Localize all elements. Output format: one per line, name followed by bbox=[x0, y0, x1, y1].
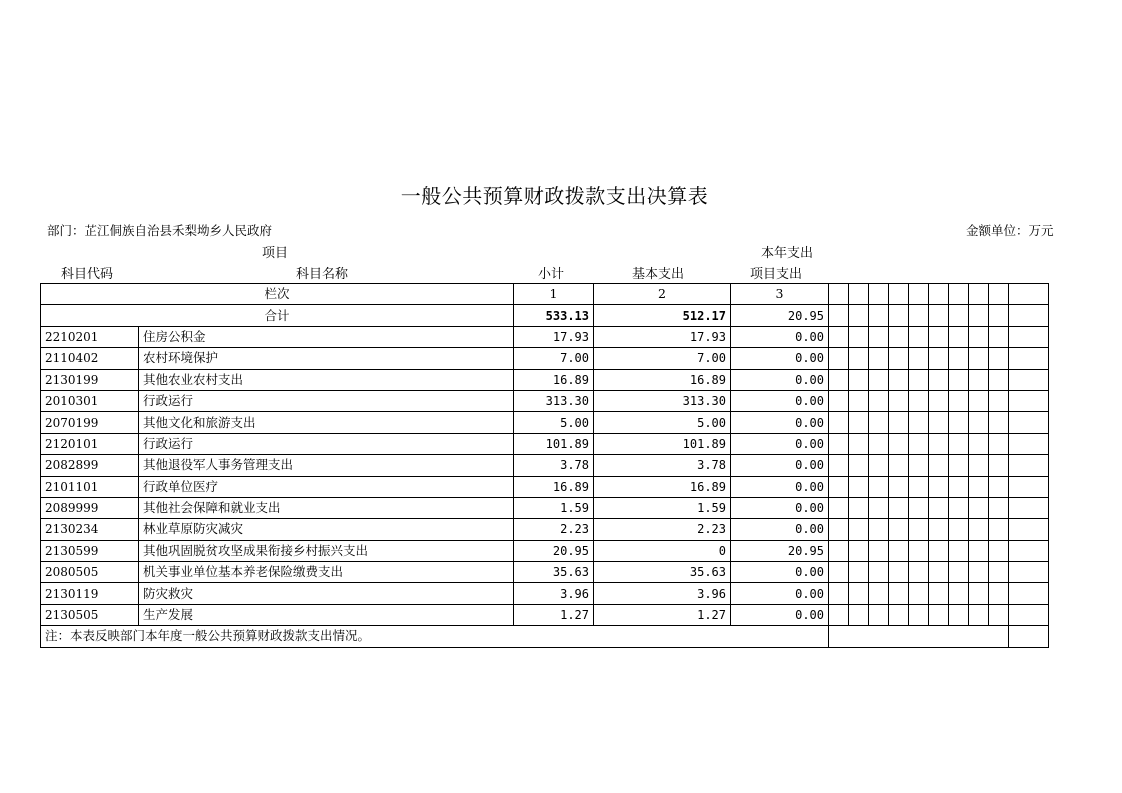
empty-cell bbox=[1009, 284, 1049, 305]
empty-cell bbox=[909, 604, 929, 625]
empty-cell bbox=[869, 326, 889, 347]
empty-cell bbox=[1009, 583, 1049, 604]
total-basic: 512.17 bbox=[594, 305, 731, 326]
empty-cell bbox=[1009, 519, 1049, 540]
empty-cell bbox=[849, 604, 869, 625]
empty-cell bbox=[909, 348, 929, 369]
empty-cell bbox=[949, 326, 969, 347]
row-subtotal: 3.78 bbox=[514, 455, 594, 476]
row-project: 0.00 bbox=[731, 497, 829, 518]
empty-cell bbox=[989, 326, 1009, 347]
empty-cell bbox=[889, 326, 909, 347]
row-basic: 101.89 bbox=[594, 433, 731, 454]
empty-cell bbox=[849, 455, 869, 476]
empty-cell bbox=[849, 284, 869, 305]
total-label: 合计 bbox=[41, 305, 514, 326]
row-code: 2130599 bbox=[41, 540, 139, 561]
header-subject-name: 科目名称 bbox=[296, 267, 349, 282]
row-basic: 16.89 bbox=[594, 476, 731, 497]
empty-cell bbox=[989, 390, 1009, 411]
total-subtotal: 533.13 bbox=[514, 305, 594, 326]
row-name: 其他退役军人事务管理支出 bbox=[139, 455, 514, 476]
row-subtotal: 7.00 bbox=[514, 348, 594, 369]
header-project-expense: 项目支出 bbox=[750, 267, 803, 282]
empty-cell bbox=[1009, 326, 1049, 347]
empty-cell bbox=[969, 305, 989, 326]
empty-cell bbox=[849, 540, 869, 561]
empty-cell bbox=[869, 540, 889, 561]
empty-cell bbox=[889, 476, 909, 497]
empty-cell bbox=[849, 348, 869, 369]
empty-cell bbox=[849, 433, 869, 454]
empty-cell bbox=[949, 390, 969, 411]
row-name: 行政运行 bbox=[139, 390, 514, 411]
empty-cell bbox=[849, 497, 869, 518]
row-basic: 313.30 bbox=[594, 390, 731, 411]
row-subtotal: 16.89 bbox=[514, 476, 594, 497]
table-note: 注：本表反映部门本年度一般公共预算财政拨款支出情况。 bbox=[41, 626, 829, 647]
empty-cell bbox=[909, 497, 929, 518]
empty-cell bbox=[949, 583, 969, 604]
empty-cell bbox=[929, 369, 949, 390]
empty-cell bbox=[869, 476, 889, 497]
empty-cell bbox=[869, 284, 889, 305]
empty-cell bbox=[889, 284, 909, 305]
table-row bbox=[41, 433, 1049, 454]
row-name: 行政单位医疗 bbox=[139, 476, 514, 497]
empty-cell bbox=[969, 284, 989, 305]
empty-cell bbox=[989, 305, 1009, 326]
row-name: 其他农业农村支出 bbox=[139, 369, 514, 390]
empty-cell bbox=[989, 433, 1009, 454]
empty-cell bbox=[989, 562, 1009, 583]
empty-cell bbox=[869, 305, 889, 326]
row-subtotal: 35.63 bbox=[514, 562, 594, 583]
row-project: 0.00 bbox=[731, 412, 829, 433]
empty-cell bbox=[1009, 497, 1049, 518]
empty-cell bbox=[989, 540, 1009, 561]
row-basic: 2.23 bbox=[594, 519, 731, 540]
empty-cell bbox=[849, 562, 869, 583]
row-project: 0.00 bbox=[731, 583, 829, 604]
table-row bbox=[41, 497, 1049, 518]
row-name: 防灾救灾 bbox=[139, 583, 514, 604]
table-row bbox=[41, 604, 1049, 625]
empty-cell bbox=[989, 369, 1009, 390]
empty-cell bbox=[869, 562, 889, 583]
row-subtotal: 3.96 bbox=[514, 583, 594, 604]
row-code: 2082899 bbox=[41, 455, 139, 476]
empty-cell bbox=[829, 369, 849, 390]
row-subtotal: 101.89 bbox=[514, 433, 594, 454]
row-basic: 17.93 bbox=[594, 326, 731, 347]
empty-cell bbox=[989, 455, 1009, 476]
empty-cell bbox=[969, 390, 989, 411]
empty-cell bbox=[849, 412, 869, 433]
empty-cell bbox=[989, 583, 1009, 604]
row-project: 0.00 bbox=[731, 348, 829, 369]
row-project: 0.00 bbox=[731, 369, 829, 390]
empty-cell bbox=[909, 412, 929, 433]
empty-cell bbox=[909, 326, 929, 347]
empty-cell bbox=[889, 497, 909, 518]
empty-cell bbox=[829, 326, 849, 347]
empty-cell bbox=[909, 305, 929, 326]
table-row bbox=[41, 562, 1049, 583]
empty-cell bbox=[969, 348, 989, 369]
empty-cell bbox=[949, 455, 969, 476]
row-subtotal: 1.27 bbox=[514, 604, 594, 625]
empty-cell bbox=[909, 433, 929, 454]
row-code: 2110402 bbox=[41, 348, 139, 369]
row-code: 2080505 bbox=[41, 562, 139, 583]
row-project: 0.00 bbox=[731, 326, 829, 347]
empty-cell bbox=[889, 305, 909, 326]
empty-cell bbox=[889, 455, 909, 476]
empty-cell bbox=[909, 540, 929, 561]
row-project: 20.95 bbox=[731, 540, 829, 561]
empty-cell bbox=[889, 369, 909, 390]
empty-cell bbox=[869, 604, 889, 625]
row-project: 0.00 bbox=[731, 455, 829, 476]
empty-cell bbox=[889, 412, 909, 433]
row-code: 2089999 bbox=[41, 497, 139, 518]
column-index-1: 1 bbox=[514, 284, 594, 305]
row-name: 农村环境保护 bbox=[139, 348, 514, 369]
empty-cell bbox=[949, 348, 969, 369]
row-name: 生产发展 bbox=[139, 604, 514, 625]
empty-cell bbox=[949, 540, 969, 561]
empty-cell bbox=[929, 455, 949, 476]
empty-cell bbox=[829, 497, 849, 518]
empty-cell bbox=[969, 369, 989, 390]
empty-cell bbox=[849, 305, 869, 326]
empty-cell bbox=[1009, 562, 1049, 583]
row-basic: 16.89 bbox=[594, 369, 731, 390]
header-subtotal: 小计 bbox=[538, 267, 565, 282]
empty-cell bbox=[949, 497, 969, 518]
empty-cell bbox=[869, 583, 889, 604]
empty-cell bbox=[929, 583, 949, 604]
row-name: 住房公积金 bbox=[139, 326, 514, 347]
table-row bbox=[41, 412, 1049, 433]
empty-cell bbox=[909, 455, 929, 476]
table-row bbox=[41, 348, 1049, 369]
empty-cell bbox=[949, 305, 969, 326]
empty-cell bbox=[989, 519, 1009, 540]
header-current-year-expense: 本年支出 bbox=[761, 246, 814, 261]
empty-cell bbox=[949, 476, 969, 497]
empty-cell bbox=[989, 604, 1009, 625]
empty-cell bbox=[969, 497, 989, 518]
empty-cell bbox=[969, 604, 989, 625]
empty-cell bbox=[949, 562, 969, 583]
empty-cell bbox=[1009, 433, 1049, 454]
row-code: 2130119 bbox=[41, 583, 139, 604]
row-basic: 1.27 bbox=[594, 604, 731, 625]
empty-cell bbox=[1009, 604, 1049, 625]
empty-cell bbox=[949, 604, 969, 625]
table-row bbox=[41, 476, 1049, 497]
row-subtotal: 313.30 bbox=[514, 390, 594, 411]
total-row bbox=[41, 305, 1049, 326]
empty-cell bbox=[889, 540, 909, 561]
row-project: 0.00 bbox=[731, 476, 829, 497]
page-title: 一般公共预算财政拨款支出决算表 bbox=[400, 184, 709, 208]
empty-cell bbox=[969, 412, 989, 433]
empty-cell bbox=[1009, 348, 1049, 369]
empty-cell bbox=[929, 540, 949, 561]
row-name: 其他文化和旅游支出 bbox=[139, 412, 514, 433]
empty-cell bbox=[929, 433, 949, 454]
empty-cell bbox=[869, 390, 889, 411]
note-row bbox=[41, 626, 1049, 647]
row-name: 林业草原防灾减灾 bbox=[139, 519, 514, 540]
empty-cell bbox=[989, 412, 1009, 433]
empty-cell bbox=[969, 583, 989, 604]
empty-cell bbox=[929, 412, 949, 433]
row-subtotal: 2.23 bbox=[514, 519, 594, 540]
row-basic: 0 bbox=[594, 540, 731, 561]
empty-cell bbox=[849, 326, 869, 347]
empty-cell bbox=[829, 412, 849, 433]
empty-cell bbox=[909, 519, 929, 540]
empty-cell bbox=[989, 497, 1009, 518]
row-project: 0.00 bbox=[731, 390, 829, 411]
row-basic: 5.00 bbox=[594, 412, 731, 433]
table-row bbox=[41, 326, 1049, 347]
row-basic: 35.63 bbox=[594, 562, 731, 583]
empty-cell bbox=[849, 390, 869, 411]
empty-cell bbox=[989, 476, 1009, 497]
table-row bbox=[41, 390, 1049, 411]
empty-cell bbox=[849, 583, 869, 604]
empty-cell bbox=[889, 562, 909, 583]
empty-cell bbox=[949, 284, 969, 305]
empty-cell bbox=[829, 305, 849, 326]
column-index-label: 栏次 bbox=[41, 284, 514, 305]
empty-cell bbox=[969, 326, 989, 347]
empty-cell bbox=[1009, 540, 1049, 561]
empty-cell bbox=[829, 519, 849, 540]
empty-cell bbox=[929, 476, 949, 497]
empty-cell bbox=[889, 433, 909, 454]
row-code: 2120101 bbox=[41, 433, 139, 454]
empty-cell bbox=[849, 519, 869, 540]
row-subtotal: 5.00 bbox=[514, 412, 594, 433]
empty-cell bbox=[829, 583, 849, 604]
empty-cell bbox=[929, 390, 949, 411]
row-project: 0.00 bbox=[731, 562, 829, 583]
column-index-2: 2 bbox=[594, 284, 731, 305]
empty-cell bbox=[889, 519, 909, 540]
empty-cell bbox=[929, 305, 949, 326]
row-code: 2210201 bbox=[41, 326, 139, 347]
empty-cell bbox=[829, 433, 849, 454]
empty-cell bbox=[909, 369, 929, 390]
empty-cell bbox=[929, 348, 949, 369]
empty-cell bbox=[969, 562, 989, 583]
empty-cell bbox=[849, 369, 869, 390]
column-index-3: 3 bbox=[731, 284, 829, 305]
empty-cell bbox=[869, 497, 889, 518]
row-subtotal: 17.93 bbox=[514, 326, 594, 347]
empty-cell bbox=[949, 519, 969, 540]
row-basic: 3.78 bbox=[594, 455, 731, 476]
row-basic: 1.59 bbox=[594, 497, 731, 518]
table-row bbox=[41, 369, 1049, 390]
empty-cell bbox=[909, 476, 929, 497]
empty-cell bbox=[829, 284, 849, 305]
empty-cell bbox=[829, 626, 1009, 647]
empty-cell bbox=[929, 604, 949, 625]
empty-cell bbox=[969, 519, 989, 540]
row-subtotal: 20.95 bbox=[514, 540, 594, 561]
row-code: 2101101 bbox=[41, 476, 139, 497]
empty-cell bbox=[989, 348, 1009, 369]
empty-cell bbox=[1009, 390, 1049, 411]
header-subject-code: 科目代码 bbox=[61, 267, 114, 282]
empty-cell bbox=[929, 519, 949, 540]
empty-cell bbox=[829, 476, 849, 497]
empty-cell bbox=[949, 433, 969, 454]
empty-cell bbox=[949, 369, 969, 390]
table-row bbox=[41, 540, 1049, 561]
empty-cell bbox=[909, 583, 929, 604]
empty-cell bbox=[949, 412, 969, 433]
empty-cell bbox=[1009, 626, 1049, 647]
empty-cell bbox=[829, 540, 849, 561]
expense-table bbox=[40, 283, 1049, 648]
empty-cell bbox=[869, 369, 889, 390]
empty-cell bbox=[889, 348, 909, 369]
row-code: 2130234 bbox=[41, 519, 139, 540]
empty-cell bbox=[1009, 455, 1049, 476]
empty-cell bbox=[829, 455, 849, 476]
row-code: 2130505 bbox=[41, 604, 139, 625]
empty-cell bbox=[909, 390, 929, 411]
empty-cell bbox=[869, 519, 889, 540]
empty-cell bbox=[969, 455, 989, 476]
empty-cell bbox=[929, 497, 949, 518]
empty-cell bbox=[969, 476, 989, 497]
row-project: 0.00 bbox=[731, 519, 829, 540]
row-basic: 3.96 bbox=[594, 583, 731, 604]
empty-cell bbox=[1009, 412, 1049, 433]
empty-cell bbox=[829, 604, 849, 625]
table-row bbox=[41, 519, 1049, 540]
header-project: 项目 bbox=[262, 246, 289, 261]
empty-cell bbox=[929, 284, 949, 305]
row-name: 其他巩固脱贫攻坚成果衔接乡村振兴支出 bbox=[139, 540, 514, 561]
empty-cell bbox=[1009, 305, 1049, 326]
row-code: 2070199 bbox=[41, 412, 139, 433]
row-project: 0.00 bbox=[731, 433, 829, 454]
row-code: 2010301 bbox=[41, 390, 139, 411]
row-subtotal: 16.89 bbox=[514, 369, 594, 390]
empty-cell bbox=[869, 433, 889, 454]
empty-cell bbox=[1009, 369, 1049, 390]
unit-label: 金额单位：万元 bbox=[966, 223, 1054, 238]
empty-cell bbox=[909, 284, 929, 305]
row-code: 2130199 bbox=[41, 369, 139, 390]
empty-cell bbox=[889, 604, 909, 625]
row-project: 0.00 bbox=[731, 604, 829, 625]
total-project: 20.95 bbox=[731, 305, 829, 326]
empty-cell bbox=[1009, 476, 1049, 497]
row-subtotal: 1.59 bbox=[514, 497, 594, 518]
empty-cell bbox=[889, 583, 909, 604]
empty-cell bbox=[829, 562, 849, 583]
empty-cell bbox=[829, 348, 849, 369]
header-basic-expense: 基本支出 bbox=[632, 267, 685, 282]
row-basic: 7.00 bbox=[594, 348, 731, 369]
empty-cell bbox=[929, 326, 949, 347]
empty-cell bbox=[849, 476, 869, 497]
empty-cell bbox=[829, 390, 849, 411]
row-name: 行政运行 bbox=[139, 433, 514, 454]
empty-cell bbox=[969, 540, 989, 561]
department-label: 部门：芷江侗族自治县禾梨坳乡人民政府 bbox=[47, 223, 273, 238]
empty-cell bbox=[869, 348, 889, 369]
column-index-row bbox=[41, 284, 1049, 305]
empty-cell bbox=[969, 433, 989, 454]
table-row bbox=[41, 455, 1049, 476]
empty-cell bbox=[889, 390, 909, 411]
empty-cell bbox=[929, 562, 949, 583]
empty-cell bbox=[909, 562, 929, 583]
empty-cell bbox=[869, 412, 889, 433]
row-name: 机关事业单位基本养老保险缴费支出 bbox=[139, 562, 514, 583]
row-name: 其他社会保障和就业支出 bbox=[139, 497, 514, 518]
empty-cell bbox=[989, 284, 1009, 305]
table-row bbox=[41, 583, 1049, 604]
empty-cell bbox=[869, 455, 889, 476]
